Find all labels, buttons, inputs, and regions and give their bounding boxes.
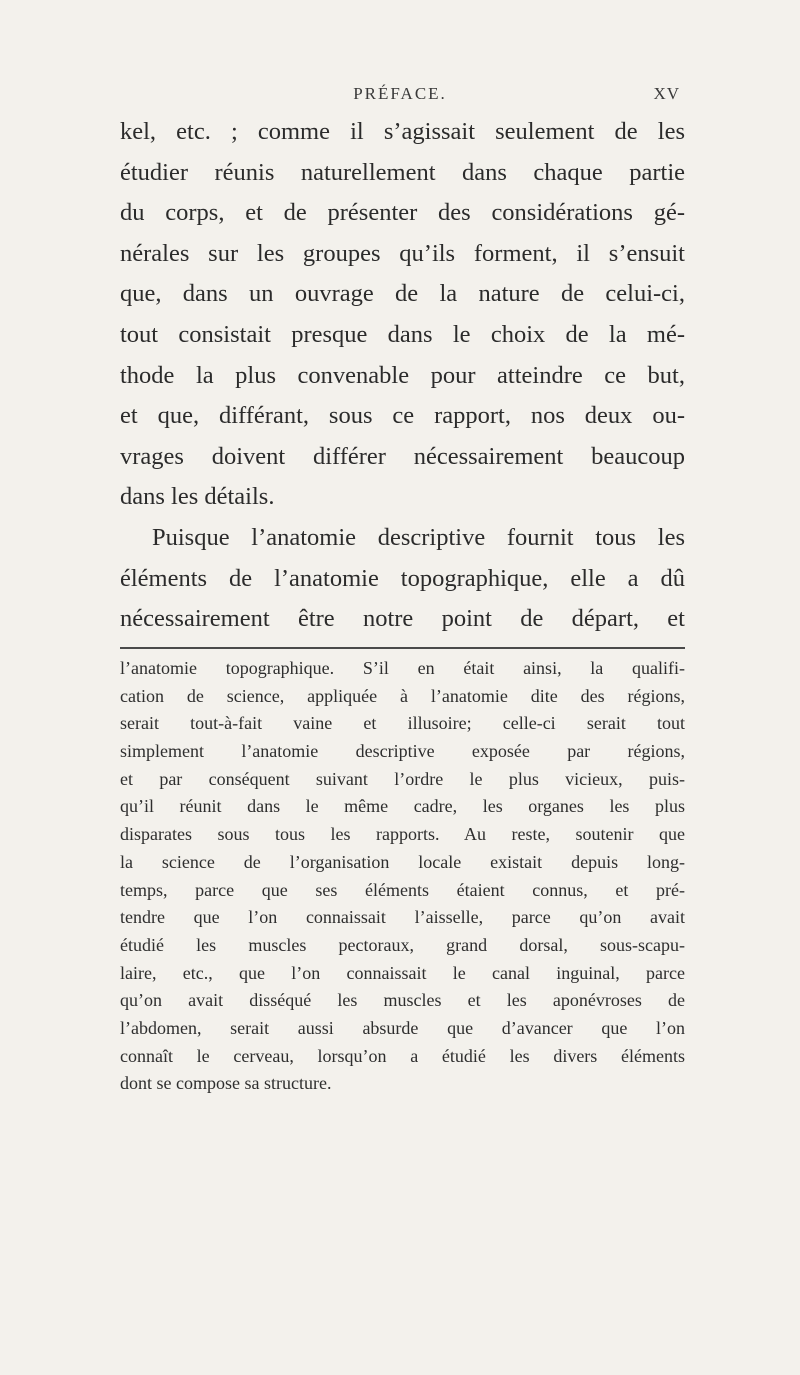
running-title: PRÉFACE. — [353, 84, 447, 103]
main-text-line: nécessairement être notre point de départ, et — [120, 605, 685, 633]
footnote-line: qu’il réunit dans le même cadre, les organes les plus — [120, 796, 685, 817]
main-text-line: dans les détails. — [120, 483, 275, 511]
footnote-rule — [120, 647, 685, 649]
main-text-line: tout consistait presque dans le choix de la mé- — [120, 320, 685, 348]
main-text-line: nérales sur les groupes qu’ils forment, il s’ensuit — [120, 239, 685, 267]
footnote-line: tendre que l’on connaissait l’aisselle, parce qu’on avait — [120, 907, 685, 928]
footnote-line: laire, etc., que l’on connaissait le canal inguinal, parce — [120, 962, 685, 983]
main-text-line: et que, différant, sous ce rapport, nos deux ou- — [120, 402, 685, 430]
page-number: XV — [653, 84, 680, 103]
footnote-line: l’abdomen, serait aussi absurde que d’avancer que l’on — [120, 1017, 685, 1038]
main-text-line: Puisque l’anatomie descriptive fournit tous les — [152, 523, 685, 551]
main-text-line: kel, etc. ; comme il s’agissait seulement de les — [120, 118, 685, 145]
footnote-line: simplement l’anatomie descriptive exposée par régions, — [120, 741, 685, 762]
main-text-line: vrages doivent différer nécessairement beaucoup — [120, 442, 685, 470]
footnote-line: dont se compose sa structure. — [120, 1073, 332, 1094]
footnote-line: disparates sous tous les rapports. Au reste, soutenir que — [120, 824, 685, 845]
footnote-line: connaît le cerveau, lorsqu’on a étudié les divers éléments — [120, 1045, 685, 1066]
main-text-line: que, dans un ouvrage de la nature de celui-ci, — [120, 280, 685, 308]
footnote-line: cation de science, appliquée à l’anatomie dite des régions, — [120, 685, 685, 706]
footnote-line: temps, parce que ses éléments étaient connus, et pré- — [120, 879, 685, 900]
running-head — [120, 84, 680, 110]
footnote-line: étudié les muscles pectoraux, grand dorsal, sous-scapu- — [120, 934, 685, 955]
footnote-line: l’anatomie topographique. S’il en était ainsi, la qualifi- — [120, 658, 685, 678]
main-text-line: thode la plus convenable pour atteindre ce but, — [120, 361, 685, 389]
footnote-line: serait tout-à-fait vaine et illusoire; celle-ci serait tout — [120, 713, 685, 734]
footnote-line: la science de l’organisation locale existait depuis long- — [120, 851, 685, 872]
main-text-line: éléments de l’anatomie topographique, elle a dû — [120, 564, 685, 592]
main-text-line: du corps, et de présenter des considérations gé- — [120, 199, 685, 227]
footnote-line: et par conséquent suivant l’ordre le plus vicieux, puis- — [120, 768, 685, 789]
footnote — [120, 655, 685, 1098]
main-text — [120, 112, 685, 640]
main-text-line: étudier réunis naturellement dans chaque partie — [120, 158, 685, 186]
footnote-line: qu’on avait disséqué les muscles et les aponévroses de — [120, 990, 685, 1011]
